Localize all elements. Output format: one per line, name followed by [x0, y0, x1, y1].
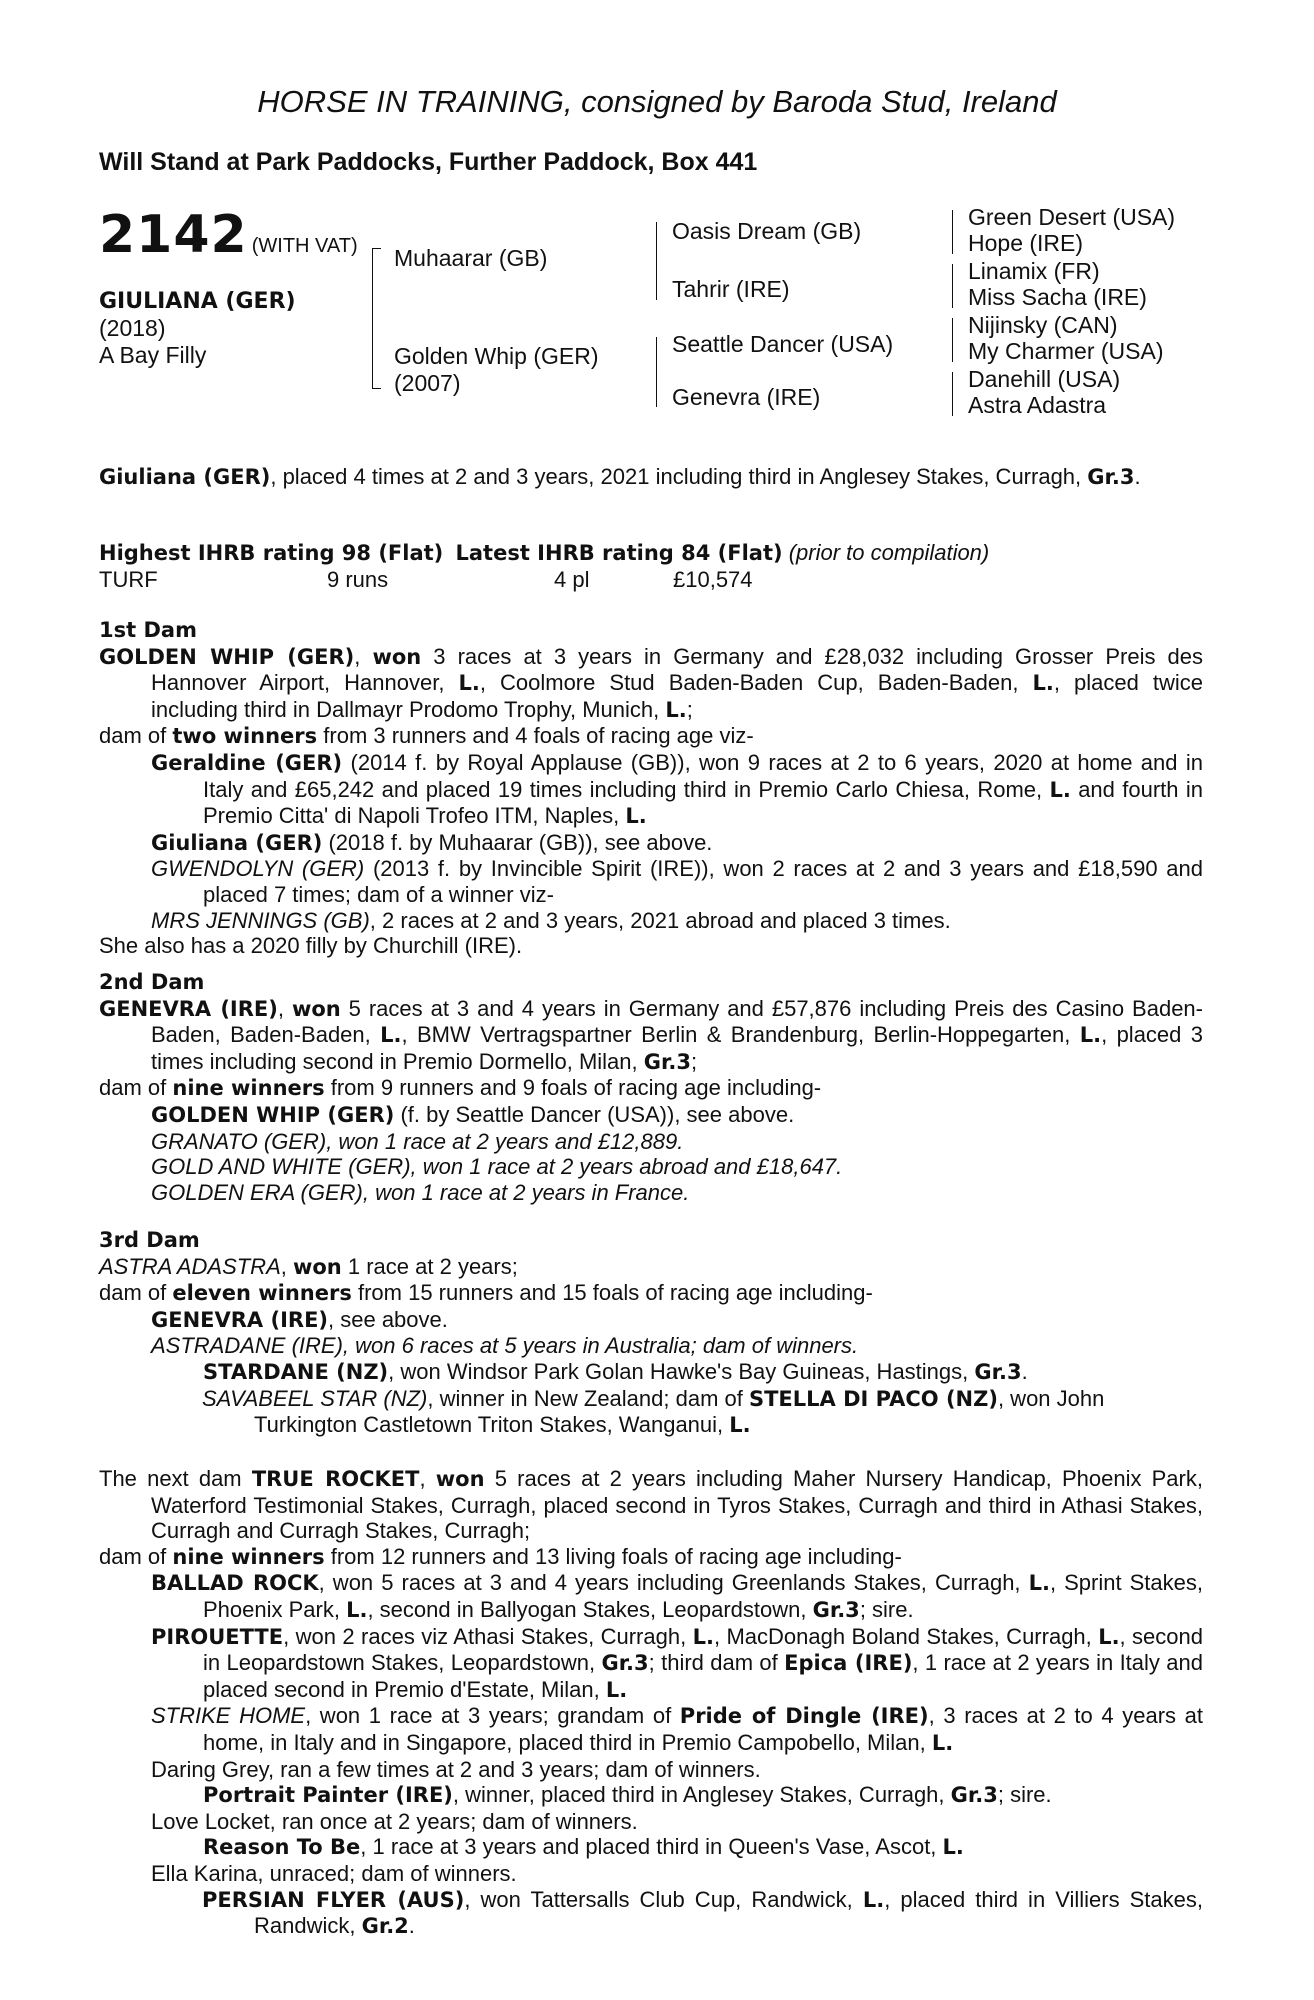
first-dam-name: GOLDEN WHIP (GER): [99, 644, 355, 669]
progeny-name: Pride of Dingle (IRE): [679, 1704, 929, 1729]
progeny-name: STARDANE (NZ): [203, 1359, 389, 1384]
sire: Muhaarar (GB): [394, 245, 548, 271]
third-dam-heading: 3rd Dam: [99, 1228, 200, 1252]
progeny-text: , placed third in Villiers Stakes, Randwick,: [254, 1886, 1204, 1939]
first-dam-progeny-2: [99, 830, 1203, 857]
second-dam-progeny-4: [99, 1180, 1203, 1206]
next-dam-progeny-5: [99, 1782, 1203, 1809]
progeny-name: GOLDEN WHIP (GER): [151, 1102, 395, 1127]
listed-code: L.: [1032, 671, 1054, 696]
progeny-text: , 1 race at 2 years in Italy and placed second in Premio d'Estate, Milan,: [203, 1650, 1203, 1702]
group-code: Gr.3: [601, 1651, 649, 1676]
progeny-text: , won 5 races at 3 and 4 years including Greenlands Stakes, Curragh,: [318, 1570, 1029, 1596]
progeny-text: (2014 f. by Royal Applause (GB)), won 9 races at 2 to 6 years, 2020 at home and in Italy and £65,242 and placed 19 times including third in Premio Carlo Chiesa, Rome,: [203, 749, 1204, 802]
rating-line: [99, 540, 1203, 567]
vat-label: (WITH VAT): [251, 235, 358, 257]
progeny-text: , won Tattersalls Club Cup, Randwick,: [464, 1886, 863, 1912]
rating-block: [99, 540, 1203, 593]
produce-lead: dam of: [99, 723, 173, 749]
listed-code: L.: [380, 1023, 402, 1048]
progeny-text: , winner in New Zealand; dam of: [427, 1385, 749, 1411]
progeny-name: Giuliana (GER): [151, 830, 323, 855]
progeny-name: STELLA DI PACO (NZ): [748, 1386, 998, 1411]
sd-sire: Linamix (FR): [968, 258, 1100, 284]
progeny-text: ; sire.: [859, 1596, 914, 1622]
third-dam-produce: [99, 1280, 1203, 1307]
group-code: Gr.2: [361, 1914, 409, 1939]
progeny-text: , won John Turkington Castletown Triton Stakes, Wanganui,: [254, 1385, 1105, 1438]
dd-dam: Astra Adastra: [968, 392, 1107, 418]
progeny-name: PIROUETTE: [151, 1624, 284, 1649]
listed-code: L.: [665, 697, 687, 722]
rating-stats: [99, 567, 1203, 593]
progeny-text: ; sire.: [997, 1782, 1052, 1808]
progeny-name: PERSIAN FLYER (AUS): [202, 1887, 465, 1912]
second-dam-text-4: ;: [690, 1048, 698, 1074]
group-code: Gr.3: [974, 1359, 1022, 1384]
progeny-text: , see above.: [328, 1306, 448, 1332]
produce-winners: eleven winners: [172, 1281, 352, 1306]
listed-code: L.: [942, 1835, 964, 1860]
horse-year: (2018): [99, 315, 166, 341]
produce-lead: dam of: [99, 1075, 173, 1101]
progeny-text: , 1 race at 3 years and placed third in Queen's Vase, Ascot,: [360, 1834, 943, 1860]
second-dam-progeny-2: [99, 1129, 1203, 1155]
summary-block: [99, 464, 1203, 491]
third-dam-name: ASTRA ADASTRA: [99, 1253, 281, 1279]
progeny-text: , won 1 race at 2 years in France.: [362, 1179, 690, 1205]
ss-sire: Green Desert (USA): [968, 204, 1176, 230]
progeny-text: ; third dam of: [648, 1650, 785, 1676]
second-dam-progeny-1: [99, 1102, 1203, 1129]
next-dam-progeny-3: [99, 1703, 1203, 1756]
group-code: Gr.3: [812, 1597, 860, 1622]
produce-winners: nine winners: [172, 1544, 325, 1569]
horse-info: [99, 288, 296, 369]
next-dam-section: [99, 1466, 1203, 1940]
progeny-text: , second in Leopardstown Stakes, Leopardstown,: [203, 1623, 1204, 1676]
produce-winners: nine winners: [172, 1076, 325, 1101]
third-dam-section: [99, 1228, 1203, 1439]
rating-note: (prior to compilation): [788, 540, 990, 565]
progeny-text: , won 1 race at 2 years abroad and £18,647.: [410, 1154, 843, 1180]
first-dam-text-4: ;: [686, 696, 693, 722]
progeny-name: MRS JENNINGS (GB): [151, 907, 370, 933]
sire-sire: Oasis Dream (GB): [672, 218, 862, 244]
second-dam-name: GENEVRA (IRE): [99, 996, 278, 1021]
summary-text: , placed 4 times at 2 and 3 years, 2021 including third in Anglesey Stakes, Curragh,: [270, 464, 1088, 489]
second-dam-section: [99, 970, 1203, 1205]
progeny-text: , won 1 race at 3 years; grandam of: [305, 1703, 680, 1729]
first-dam-text-2: , Coolmore Stud Baden-Baden Cup, Baden-Baden,: [479, 670, 1033, 696]
rating-runs: 9 runs: [327, 566, 389, 592]
progeny-name: GOLD AND WHITE (GER): [151, 1154, 411, 1180]
progeny-text: , winner, placed third in Anglesey Stakes, Curragh,: [452, 1782, 951, 1808]
rating-latest: Latest IHRB rating 84 (Flat): [455, 541, 783, 565]
produce-tail: from 12 runners and 13 living foals of racing age including-: [324, 1543, 902, 1569]
sire-brace: [656, 222, 657, 300]
progeny-name: GENEVRA (IRE): [151, 1307, 329, 1332]
listed-code: L.: [1098, 1624, 1120, 1649]
summary-grade: Gr.3: [1087, 465, 1135, 489]
first-dam-heading: 1st Dam: [99, 618, 197, 642]
second-dam-text-1: 5 races at 3 and 4 years in Germany and £57,876 including Preis des Casino Baden-Baden, Baden-Baden,: [151, 995, 1203, 1048]
second-dam-heading: 2nd Dam: [99, 970, 205, 994]
third-dam-progeny-3: [99, 1359, 1203, 1386]
rating-earnings: £10,574: [673, 566, 753, 592]
progeny-name: GOLDEN ERA (GER): [151, 1179, 363, 1205]
progeny-name: Geraldine (GER): [151, 750, 343, 775]
progeny-text: and fourth in Premio Citta' di Napoli Trofeo ITM, Naples,: [203, 776, 1203, 829]
sire-dam: Tahrir (IRE): [672, 276, 790, 302]
horse-description: A Bay Filly: [99, 342, 207, 368]
second-dam-text-2: , BMW Vertragspartner Berlin & Brandenburg, Berlin-Hoppegarten,: [401, 1022, 1080, 1048]
produce-tail: from 9 runners and 9 foals of racing age including-: [324, 1075, 822, 1101]
listed-code: L.: [862, 1887, 885, 1912]
listed-code: L.: [1049, 777, 1071, 802]
first-dam-progeny-3: [99, 856, 1203, 907]
next-dam-progeny-4: Daring Grey, ran a few times at 2 and 3 years; dam of winners.: [151, 1756, 761, 1782]
listed-code: L.: [458, 671, 480, 696]
listed-code: L.: [729, 1413, 751, 1438]
group-code: Gr.3: [950, 1783, 998, 1808]
dd-brace: [952, 372, 953, 416]
third-dam-won: won: [292, 1254, 342, 1279]
second-dam-record: GENEVRA (IRE), won 5 races at 3 and 4 years in Germany and £57,876 including Preis des Casino Baden-Baden, Baden-Baden, L., BMW Vertragspartner Berlin & Brandenburg, Berlin-Hoppegarten, L., placed 3 times including second in Premio Dormello, Milan, Gr.3;: [99, 995, 1204, 1074]
next-dam-progeny-7: [99, 1834, 1203, 1861]
third-dam-progeny-2: [99, 1333, 1203, 1359]
first-dam-text-1: 3 races at 3 years in Germany and £28,032 including Grosser Preis des Hannover Airport, Hannover,: [151, 643, 1203, 696]
next-dam-produce: [99, 1544, 1203, 1571]
next-dam-lead: The next dam: [99, 1466, 252, 1491]
progeny-text: (f. by Seattle Dancer (USA)), see above.: [394, 1101, 795, 1127]
dam-year: (2007): [394, 370, 461, 396]
next-dam-progeny-2: [99, 1624, 1203, 1704]
dam-sire: Seattle Dancer (USA): [672, 331, 894, 357]
lot-number-value: 2142: [99, 205, 248, 265]
period: .: [1021, 1358, 1028, 1384]
progeny-name: GRANATO (GER): [151, 1128, 327, 1154]
next-dam-progeny-1: [99, 1570, 1203, 1623]
page-title: HORSE IN TRAINING, consigned by Baroda Stud, Ireland: [257, 84, 1057, 119]
summary-name: Giuliana (GER): [99, 465, 271, 489]
next-dam-progeny-8: Ella Karina, unraced; dam of winners.: [151, 1860, 517, 1886]
dam-dam: Genevra (IRE): [672, 384, 821, 410]
listed-code: L.: [931, 1730, 954, 1755]
progeny-text: , won 6 races at 5 years in Australia; dam of winners.: [342, 1333, 859, 1359]
first-dam-record: GOLDEN WHIP (GER), won 3 races at 3 years in Germany and £28,032 including Grosser Preis des Hannover Airport, Hannover, L., Coolmore Stud Baden-Baden Cup, Baden-Baden, L., placed twice including third in Dallmayr Prodomo Trophy, Munich, L.;: [99, 643, 1203, 722]
dam-brace: [656, 337, 657, 407]
first-dam-text-3: , placed twice including third in Dallmayr Prodomo Trophy, Munich,: [151, 670, 1203, 722]
horse-name: GIULIANA (GER): [99, 289, 296, 314]
progeny-name: ASTRADANE (IRE): [151, 1333, 343, 1359]
sd-dam: Miss Sacha (IRE): [968, 284, 1147, 310]
listed-code: L.: [625, 804, 647, 829]
summary-paragraph: [99, 464, 1203, 491]
third-dam-record: ASTRA ADASTRA, won 1 race at 2 years;: [99, 1253, 518, 1279]
progeny-text: , won Windsor Park Golan Hawke's Bay Guineas, Hastings,: [388, 1358, 975, 1384]
third-dam-text: 1 race at 2 years;: [341, 1253, 518, 1279]
listed-code: L.: [346, 1597, 368, 1622]
produce-lead: dam of: [99, 1280, 173, 1306]
sd-brace: [952, 264, 953, 308]
progeny-text: (2018 f. by Muhaarar (GB)), see above.: [322, 829, 713, 855]
pedigree-brace-main-tick-top: [372, 248, 381, 249]
third-dam-progeny-1: [99, 1307, 1203, 1334]
progeny-name: BALLAD ROCK: [151, 1571, 319, 1596]
next-dam-won: won: [435, 1467, 485, 1491]
progeny-text: , second in Ballyogan Stakes, Leopardstown,: [367, 1596, 813, 1622]
ds-dam: My Charmer (USA): [968, 338, 1164, 364]
listed-code: L.: [605, 1677, 628, 1702]
first-dam-progeny-4: [99, 908, 1203, 934]
progeny-text: , won 1 race at 2 years and £12,889.: [326, 1128, 684, 1154]
progeny-text: , 3 races at 2 to 4 years at home, in Italy and in Singapore, placed third in Premio Campobello, Milan,: [203, 1703, 1203, 1755]
first-dam-won: won: [372, 644, 422, 669]
next-dam-progeny-9: [99, 1887, 1203, 1940]
progeny-text: , Sprint Stakes, Phoenix Park,: [203, 1570, 1203, 1622]
second-dam-text-3: , placed 3 times including second in Premio Dormello, Milan,: [151, 1022, 1204, 1074]
progeny-text: (2013 f. by Invincible Spirit (IRE)), won 2 races at 2 and 3 years and £18,590 and placed 7 times; dam of a winner viz-: [203, 856, 1204, 907]
next-dam-progeny-6: Love Locket, ran once at 2 years; dam of winners.: [151, 1808, 638, 1834]
period: .: [408, 1913, 415, 1939]
progeny-text: , 2 races at 2 and 3 years, 2021 abroad and placed 3 times.: [369, 907, 951, 933]
ss-dam: Hope (IRE): [968, 230, 1084, 256]
next-dam-text: 5 races at 2 years including Maher Nursery Handicap, Phoenix Park, Waterford Testimonial Stakes, Curragh, placed second in Tyros Stakes, Curragh and third in Athasi Stakes, Curragh and Curragh Stakes, Curragh;: [151, 1466, 1203, 1544]
second-dam-progeny-3: [99, 1154, 1203, 1180]
rating-surface: TURF: [99, 566, 158, 592]
listed-code: L.: [1079, 1023, 1102, 1048]
progeny-name: SAVABEEL STAR (NZ): [202, 1385, 428, 1411]
produce-lead: dam of: [99, 1543, 173, 1569]
pedigree-brace-main: [372, 248, 373, 388]
produce-tail: from 3 runners and 4 foals of racing age viz-: [317, 723, 754, 749]
produce-tail: from 15 runners and 15 foals of racing age including-: [351, 1280, 873, 1306]
dam: Golden Whip (GER): [394, 343, 599, 369]
lot-number: [99, 205, 358, 265]
first-dam-also: She also has a 2020 filly by Churchill (IRE).: [99, 933, 523, 959]
progeny-text: , MacDonagh Boland Stakes, Curragh,: [713, 1623, 1099, 1649]
second-dam-produce: [99, 1075, 1203, 1102]
ds-sire: Nijinsky (CAN): [968, 312, 1118, 338]
first-dam-section: [99, 618, 1203, 959]
rating-placings: 4 pl: [554, 566, 590, 592]
pedigree-brace-main-tick-bottom: [372, 388, 381, 389]
listed-code: L.: [692, 1624, 714, 1649]
dd-sire: Danehill (USA): [968, 366, 1121, 392]
summary-end: .: [1134, 464, 1141, 489]
ds-brace: [952, 318, 953, 362]
produce-winners: two winners: [172, 724, 318, 749]
first-dam-progeny-1: [99, 750, 1203, 830]
third-dam-progeny-4: [99, 1386, 1203, 1439]
progeny-name: Portrait Painter (IRE): [203, 1783, 453, 1808]
listed-code: L.: [1028, 1571, 1050, 1596]
progeny-name: Reason To Be: [203, 1835, 361, 1860]
progeny-name: GWENDOLYN (GER): [151, 856, 365, 882]
group-code: Gr.3: [643, 1049, 691, 1074]
second-dam-won: won: [291, 996, 341, 1021]
ss-brace: [952, 210, 953, 254]
progeny-text: , won 2 races viz Athasi Stakes, Curragh,: [283, 1623, 693, 1649]
progeny-name: STRIKE HOME: [151, 1703, 306, 1729]
progeny-name: Epica (IRE): [784, 1651, 913, 1676]
next-dam-record: The next dam TRUE ROCKET, won 5 races at 2 years including Maher Nursery Handicap, Phoenix Park, Waterford Testimonial Stakes, Curragh, placed second in Tyros Stakes, Curragh and third in Athasi Stakes, Curragh and Curragh Stakes, Curragh;: [99, 1466, 1203, 1544]
next-dam-name: TRUE ROCKET: [251, 1467, 420, 1491]
stand-location: Will Stand at Park Paddocks, Further Paddock, Box 441: [99, 148, 758, 176]
rating-highest: Highest IHRB rating 98 (Flat): [99, 541, 444, 565]
first-dam-produce: [99, 723, 1203, 750]
